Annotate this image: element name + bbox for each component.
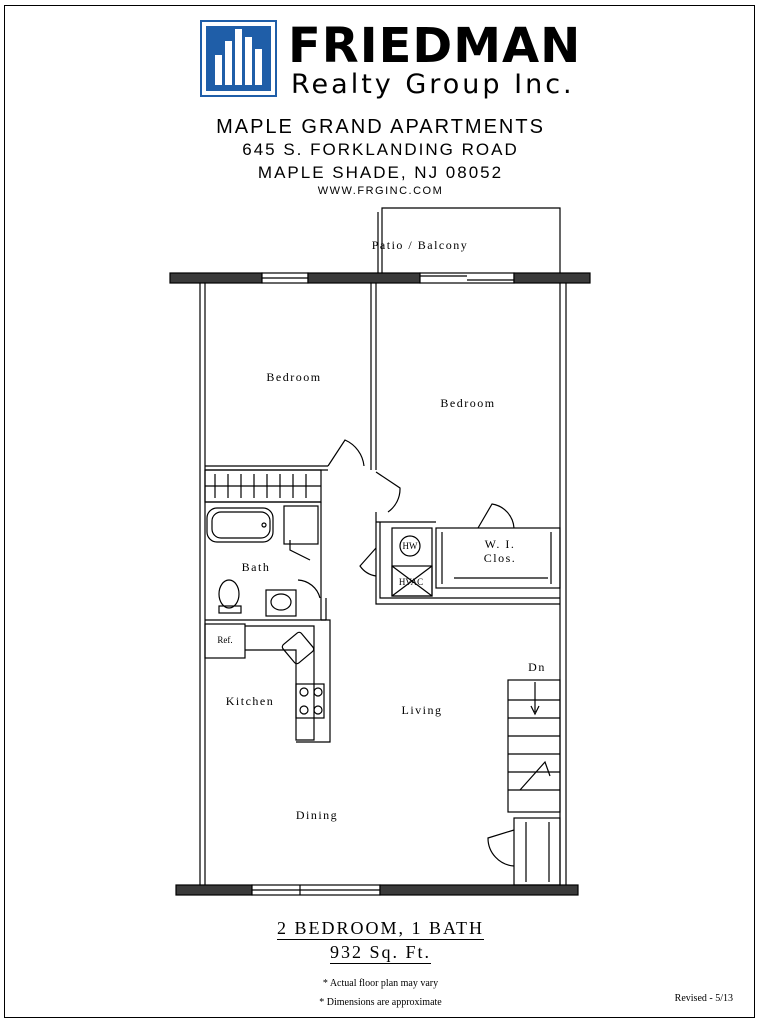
label-bedroom-left: Bedroom: [266, 370, 322, 384]
label-bedroom-right: Bedroom: [440, 396, 496, 410]
label-hvac: HVAC: [398, 577, 424, 587]
note-plan-may-vary: * Actual floor plan may vary: [322, 978, 439, 989]
label-living: Living: [401, 703, 443, 717]
label-bath: Bath: [241, 560, 271, 574]
label-closet-2: Clos.: [483, 551, 517, 565]
label-closet-1: W. I.: [484, 537, 516, 551]
brand-subtitle: Realty Group Inc.: [291, 69, 575, 100]
label-ref: Ref.: [217, 635, 233, 645]
street-address: 645 S. FORKLANDING ROAD: [242, 140, 519, 159]
label-patio: Patio / Balcony: [371, 238, 469, 252]
revision-date: Revised - 5/13: [674, 993, 733, 1004]
website-link[interactable]: WWW.FRGINC.COM: [317, 185, 444, 197]
property-name: MAPLE GRAND APARTMENTS: [216, 116, 545, 138]
unit-area: 932 Sq. Ft.: [329, 942, 432, 962]
note-dimensions-approximate: * Dimensions are approximate: [319, 997, 442, 1008]
label-stairs-down: Dn: [528, 660, 546, 674]
city-address: MAPLE SHADE, NJ 08052: [257, 163, 504, 182]
brand-name: FRIEDMAN: [288, 18, 582, 74]
label-kitchen: Kitchen: [225, 694, 275, 708]
label-hw: HW: [402, 541, 418, 551]
label-dining: Dining: [295, 808, 339, 822]
unit-type: 2 BEDROOM, 1 BATH: [276, 918, 484, 938]
